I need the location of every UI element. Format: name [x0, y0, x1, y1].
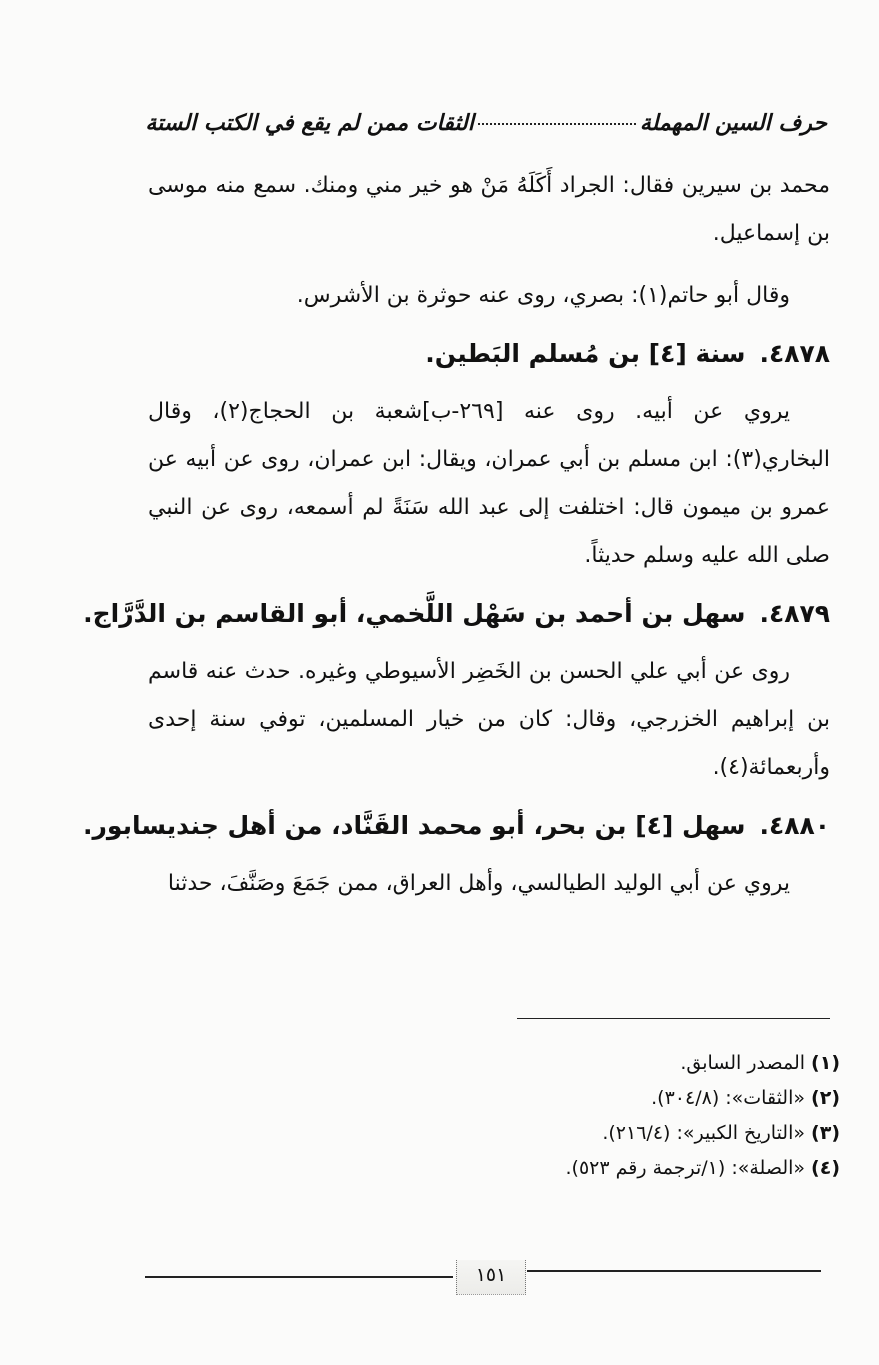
entry-name: سهل [٤] بن بحر، أبو محمد القَنَّاد، من أهل جنديسابور. [83, 811, 746, 840]
header-dot-leader [478, 123, 636, 125]
footnote [300, 1116, 840, 1151]
footnote [300, 1151, 840, 1186]
footnote [300, 1046, 840, 1081]
header-chapter-title: حرف السين المهملة [639, 110, 827, 136]
footnotes [300, 1046, 840, 1186]
entry-number: ٤٨٨٠. [759, 811, 830, 840]
entry-number: ٤٨٧٨. [759, 339, 830, 368]
footnote-number: (١) [811, 1052, 840, 1074]
main-text [83, 162, 830, 908]
entry-name: سنة [٤] بن مُسلم البَطين. [425, 339, 746, 368]
paragraph: روى عن أبي علي الحسن بن الخَضِر الأسيوطي وغيره. حدث عنه قاسم بن إبراهيم الخزرجي، وقال: كان من خيار المسلمين، توفي سنة إحدى وأربعمائة(٤). [148, 659, 830, 780]
entry-heading [148, 326, 830, 382]
running-header [145, 110, 827, 136]
footnote-separator [517, 1018, 830, 1019]
footnote-text: «التاريخ الكبير»: (٢١٦/٤). [602, 1122, 806, 1144]
footnote-text: «الثقات»: (٣٠٤/٨). [651, 1087, 806, 1109]
paragraph: يروي عن أبي الوليد الطيالسي، وأهل العراق، ممن جَمَعَ وصَنَّفَ، حدثنا [167, 871, 790, 896]
footnote [300, 1081, 840, 1116]
entry-heading [83, 798, 830, 854]
footer-rule-left [145, 1276, 453, 1278]
paragraph: وقال أبو حاتم(١): بصري، روى عنه حوثرة بن الأشرس. [296, 283, 790, 308]
footnote-number: (٤) [811, 1157, 840, 1179]
entry-name: سهل بن أحمد بن سَهْل اللَّخمي، أبو القاسم بن الدَّرَّاج. [83, 599, 746, 628]
entry-number: ٤٨٧٩. [759, 599, 830, 628]
footnote-text: «الصلة»: (١/ترجمة رقم ٥٢٣). [565, 1157, 806, 1179]
footnote-number: (٢) [811, 1087, 840, 1109]
page-number: ١٥١ [456, 1260, 526, 1295]
footer-rule-right [527, 1270, 821, 1272]
paragraph: يروي عن أبيه. روى عنه [٢٦٩-ب]شعبة بن الحجاج(٢)، وقال البخاري(٣): ابن مسلم بن أبي عمران، ويقال: ابن عمران، روى عن أبيه عن عمرو بن ميمون قال: اختلفت إلى عبد الله سَنَةً لم أسمعه، روى عن النبي صلى الله عليه وسلم حديثاً. [148, 399, 830, 568]
header-book-title: الثقات ممن لم يقع في الكتب الستة [145, 110, 474, 136]
entry-heading [83, 586, 830, 642]
footnote-number: (٣) [811, 1122, 840, 1144]
footnote-text: المصدر السابق. [680, 1052, 806, 1074]
paragraph: محمد بن سيرين فقال: الجراد أَكَلَهُ مَنْ هو خير مني ومنك. سمع منه موسى بن إسماعيل. [148, 173, 830, 246]
